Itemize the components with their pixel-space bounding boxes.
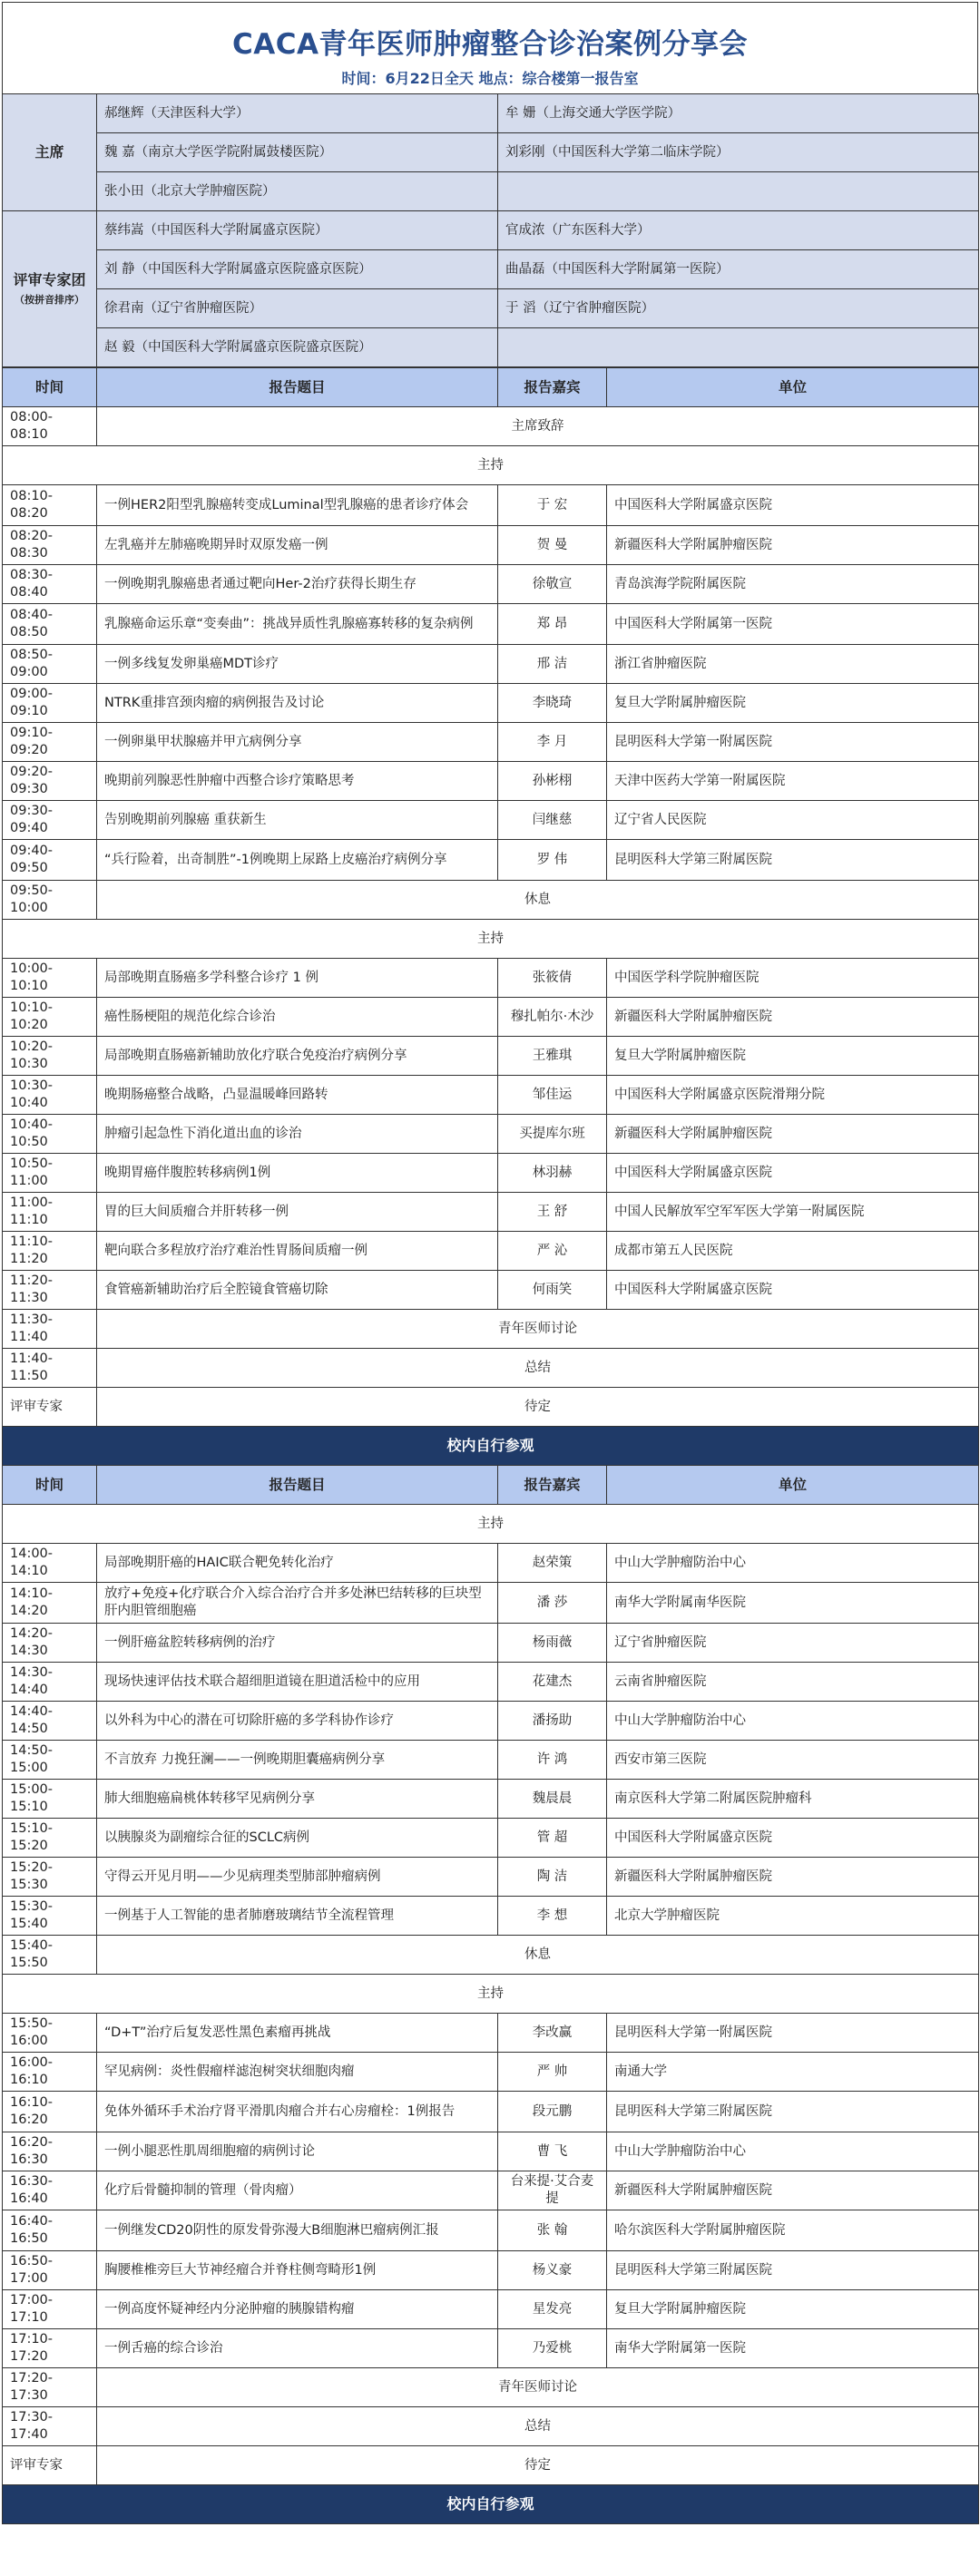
row-time: 10:40-10:50 — [3, 1115, 97, 1154]
header-topic: 报告题目 — [97, 1466, 498, 1505]
row-time: 08:10-08:20 — [3, 485, 97, 526]
expert-member: 于 滔（辽宁省肿瘤医院） — [498, 289, 979, 328]
agenda-document — [2, 2, 978, 2524]
chair-row — [3, 920, 979, 959]
row-unit: 中山大学肿瘤防治中心 — [607, 2132, 979, 2171]
row-note: 总结 — [97, 1349, 979, 1388]
row-speaker: 魏晨晨 — [498, 1780, 607, 1819]
row-speaker: 邹佳运 — [498, 1076, 607, 1115]
row-speaker: 徐敬宣 — [498, 565, 607, 604]
row-time: 17:20-17:30 — [3, 2368, 97, 2407]
row-speaker: 张筱倩 — [498, 959, 607, 998]
row-time: 16:30-16:40 — [3, 2171, 97, 2210]
chair-row — [3, 1505, 979, 1544]
table-row — [3, 1076, 979, 1115]
span-row — [3, 2368, 979, 2407]
table-row — [3, 2290, 979, 2329]
row-speaker: 林羽赫 — [498, 1154, 607, 1193]
row-speaker: 张 翰 — [498, 2210, 607, 2251]
row-time: 15:30-15:40 — [3, 1897, 97, 1936]
table-row — [3, 1663, 979, 1702]
row-topic: NTRK重排宫颈肉瘤的病例报告及讨论 — [97, 684, 498, 723]
row-unit: 昆明医科大学第一附属医院 — [607, 723, 979, 762]
table-row — [3, 801, 979, 840]
visit-band — [3, 1427, 979, 1466]
row-speaker: 赵荣策 — [498, 1544, 607, 1583]
row-topic: 一例小腿恶性肌周细胞瘤的病例讨论 — [97, 2132, 498, 2171]
span-row — [3, 881, 979, 920]
table-row — [3, 1741, 979, 1780]
span-row — [3, 1310, 979, 1349]
row-speaker: 乃爱桃 — [498, 2329, 607, 2368]
row-unit: 复旦大学附属肿瘤医院 — [607, 1037, 979, 1076]
row-speaker: 邢 洁 — [498, 645, 607, 684]
row-note: 主席致辞 — [97, 407, 979, 446]
row-speaker: 何雨笑 — [498, 1271, 607, 1310]
table-row — [3, 1583, 979, 1624]
row-unit: 南通大学 — [607, 2053, 979, 2092]
chair-row — [3, 1975, 979, 2014]
column-header-row — [3, 1466, 979, 1505]
row-topic: 晚期肠癌整合战略，凸显温暖峰回路转 — [97, 1076, 498, 1115]
table-row — [3, 2092, 979, 2132]
row-topic: 晚期前列腺恶性肿瘤中西整合诊疗策略思考 — [97, 762, 498, 801]
row-time: 15:10-15:20 — [3, 1819, 97, 1858]
table-row — [3, 565, 979, 604]
row-time: 09:10-09:20 — [3, 723, 97, 762]
table-row — [3, 2014, 979, 2053]
row-unit: 中国医学科学院肿瘤医院 — [607, 959, 979, 998]
column-header-row — [3, 368, 979, 407]
row-time: 14:50-15:00 — [3, 1741, 97, 1780]
row-unit: 天津中医药大学第一附属医院 — [607, 762, 979, 801]
page-subtitle: 时间：6月22日全天 地点：综合楼第一报告室 — [341, 70, 639, 87]
row-note: 休息 — [97, 881, 979, 920]
row-topic: 一例继发CD20阴性的原发骨弥漫大B细胞淋巴瘤病例汇报 — [97, 2210, 498, 2251]
row-speaker: 杨雨薇 — [498, 1624, 607, 1663]
row-unit: 北京大学肿瘤医院 — [607, 1897, 979, 1936]
chair-member: 刘彩刚（中国医科大学第二临床学院） — [498, 133, 979, 172]
table-row — [3, 684, 979, 723]
header-speaker: 报告嘉宾 — [498, 1466, 607, 1505]
header-topic: 报告题目 — [97, 368, 498, 407]
table-row — [3, 2251, 979, 2290]
header-time: 时间 — [3, 1466, 97, 1505]
row-speaker: 星发亮 — [498, 2290, 607, 2329]
row-speaker: 许 鸿 — [498, 1741, 607, 1780]
table-row — [3, 1780, 979, 1819]
row-topic: 局部晚期直肠癌新辅助放化疗联合免疫治疗病例分享 — [97, 1037, 498, 1076]
table-row — [3, 2053, 979, 2092]
row-time: 08:40-08:50 — [3, 604, 97, 645]
row-unit: 复旦大学附属肿瘤医院 — [607, 2290, 979, 2329]
row-time: 11:20-11:30 — [3, 1271, 97, 1310]
row-speaker: 严 帅 — [498, 2053, 607, 2092]
row-time: 09:40-09:50 — [3, 840, 97, 881]
row-speaker: 李改赢 — [498, 2014, 607, 2053]
row-topic: “兵行险着，出奇制胜”-1例晚期上尿路上皮癌治疗病例分享 — [97, 840, 498, 881]
row-speaker: 曹 飞 — [498, 2132, 607, 2171]
row-speaker: 买提库尔班 — [498, 1115, 607, 1154]
row-speaker: 于 宏 — [498, 485, 607, 526]
row-time: 09:00-09:10 — [3, 684, 97, 723]
table-row — [3, 1897, 979, 1936]
row-unit: 昆明医科大学第三附属医院 — [607, 840, 979, 881]
row-time: 17:30-17:40 — [3, 2407, 97, 2446]
header-speaker: 报告嘉宾 — [498, 368, 607, 407]
row-unit: 中国医科大学附属盛京医院 — [607, 1271, 979, 1310]
row-speaker: 孙彬栩 — [498, 762, 607, 801]
row-time: 14:20-14:30 — [3, 1624, 97, 1663]
visit-band-label: 校内自行参观 — [3, 2485, 979, 2524]
row-time: 17:00-17:10 — [3, 2290, 97, 2329]
row-unit: 浙江省肿瘤医院 — [607, 645, 979, 684]
host-label: 主持 — [3, 920, 979, 959]
row-topic: 一例卵巢甲状腺癌并甲亢病例分享 — [97, 723, 498, 762]
table-row — [3, 1232, 979, 1271]
row-speaker: 闫继慈 — [498, 801, 607, 840]
row-unit: 新疆医科大学附属肿瘤医院 — [607, 526, 979, 565]
table-row — [3, 604, 979, 645]
chair-member: 张小田（北京大学肿瘤医院） — [97, 172, 498, 211]
row-topic: 靶向联合多程放疗治疗难治性胃肠间质瘤一例 — [97, 1232, 498, 1271]
table-row — [3, 1271, 979, 1310]
row-topic: 肿瘤引起急性下消化道出血的诊治 — [97, 1115, 498, 1154]
table-row — [3, 1544, 979, 1583]
span-row — [3, 2407, 979, 2446]
row-time: 10:50-11:00 — [3, 1154, 97, 1193]
table-row — [3, 485, 979, 526]
row-unit: 中山大学肿瘤防治中心 — [607, 1544, 979, 1583]
row-unit: 哈尔滨医科大学附属肿瘤医院 — [607, 2210, 979, 2251]
expert-member: 官成浓（广东医科大学） — [498, 211, 979, 250]
row-speaker: 罗 伟 — [498, 840, 607, 881]
visit-band — [3, 2485, 979, 2524]
row-unit: 昆明医科大学第一附属医院 — [607, 2014, 979, 2053]
row-time: 16:00-16:10 — [3, 2053, 97, 2092]
row-speaker: 台来提·艾合麦提 — [498, 2171, 607, 2210]
row-time: 11:10-11:20 — [3, 1232, 97, 1271]
row-unit: 中国医科大学附属盛京医院 — [607, 1154, 979, 1193]
row-note: 待定 — [97, 1388, 979, 1427]
table-row — [3, 959, 979, 998]
row-time: 10:30-10:40 — [3, 1076, 97, 1115]
table-row — [3, 2171, 979, 2210]
table-row — [3, 998, 979, 1037]
row-time: 15:00-15:10 — [3, 1780, 97, 1819]
row-topic: 放疗+免疫+化疗联合介入综合治疗合并多处淋巴结转移的巨块型肝内胆管细胞癌 — [97, 1583, 498, 1624]
header-time: 时间 — [3, 368, 97, 407]
chairs-label: 主席 — [3, 94, 97, 211]
row-unit: 新疆医科大学附属肿瘤医院 — [607, 1115, 979, 1154]
row-time: 11:30-11:40 — [3, 1310, 97, 1349]
row-time: 11:00-11:10 — [3, 1193, 97, 1232]
row-note: 待定 — [97, 2446, 979, 2485]
header-unit: 单位 — [607, 368, 979, 407]
table-row — [3, 840, 979, 881]
row-note: 休息 — [97, 1936, 979, 1975]
row-time: 09:30-09:40 — [3, 801, 97, 840]
row-time: 15:50-16:00 — [3, 2014, 97, 2053]
row-unit: 南华大学附属第一医院 — [607, 2329, 979, 2368]
row-topic: 癌性肠梗阻的规范化综合诊治 — [97, 998, 498, 1037]
table-row — [3, 723, 979, 762]
row-time: 14:40-14:50 — [3, 1702, 97, 1741]
row-topic: 肺大细胞癌扁桃体转移罕见病例分享 — [97, 1780, 498, 1819]
row-topic: 乳腺癌命运乐章“变奏曲”：挑战异质性乳腺癌寡转移的复杂病例 — [97, 604, 498, 645]
row-speaker: 李 月 — [498, 723, 607, 762]
experts-note: （按拼音排序） — [15, 293, 84, 306]
row-time: 评审专家 — [3, 1388, 97, 1427]
row-topic: 一例舌癌的综合诊治 — [97, 2329, 498, 2368]
row-time: 10:00-10:10 — [3, 959, 97, 998]
row-speaker: 段元鹏 — [498, 2092, 607, 2132]
row-time: 14:30-14:40 — [3, 1663, 97, 1702]
table-row — [3, 645, 979, 684]
chair-row — [3, 446, 979, 485]
row-unit: 复旦大学附属肿瘤医院 — [607, 684, 979, 723]
table-row — [3, 1819, 979, 1858]
row-speaker: 陶 洁 — [498, 1858, 607, 1897]
row-unit: 昆明医科大学第三附属医院 — [607, 2251, 979, 2290]
row-topic: 一例基于人工智能的患者肺磨玻璃结节全流程管理 — [97, 1897, 498, 1936]
table-row — [3, 1115, 979, 1154]
row-topic: 以外科为中心的潜在可切除肝癌的多学科协作诊疗 — [97, 1702, 498, 1741]
committee-table — [2, 93, 979, 367]
row-unit: 辽宁省肿瘤医院 — [607, 1624, 979, 1663]
row-speaker: 潘扬助 — [498, 1702, 607, 1741]
row-unit: 中国医科大学附属盛京医院滑翔分院 — [607, 1076, 979, 1115]
host-label: 主持 — [3, 1505, 979, 1544]
row-speaker: 穆扎帕尔·木沙 — [498, 998, 607, 1037]
chair-member: 郝继辉（天津医科大学） — [97, 94, 498, 133]
page-title: CACA青年医师肿瘤整合诊治案例分享会 — [232, 28, 748, 61]
row-topic: 以胰腺炎为副瘤综合征的SCLC病例 — [97, 1819, 498, 1858]
row-topic: 守得云开见月明——少见病理类型肺部肿瘤病例 — [97, 1858, 498, 1897]
row-time: 08:30-08:40 — [3, 565, 97, 604]
row-speaker: 杨义豪 — [498, 2251, 607, 2290]
row-time: 08:00-08:10 — [3, 407, 97, 446]
row-unit: 青岛滨海学院附属医院 — [607, 565, 979, 604]
row-time: 14:00-14:10 — [3, 1544, 97, 1583]
row-speaker: 郑 昂 — [498, 604, 607, 645]
row-unit: 新疆医科大学附属肿瘤医院 — [607, 2171, 979, 2210]
span-row — [3, 2446, 979, 2485]
row-topic: 一例晚期乳腺癌患者通过靶向Her-2治疗获得长期生存 — [97, 565, 498, 604]
row-time: 15:20-15:30 — [3, 1858, 97, 1897]
table-row — [3, 526, 979, 565]
row-time: 11:40-11:50 — [3, 1349, 97, 1388]
row-topic: 告别晚期前列腺癌 重获新生 — [97, 801, 498, 840]
row-topic: 不言放弃 力挽狂澜——一例晚期胆囊癌病例分享 — [97, 1741, 498, 1780]
row-time: 16:10-16:20 — [3, 2092, 97, 2132]
row-time: 16:20-16:30 — [3, 2132, 97, 2171]
row-topic: 胸腰椎椎旁巨大节神经瘤合并脊柱侧弯畸形1例 — [97, 2251, 498, 2290]
row-topic: “D+T”治疗后复发恶性黑色素瘤再挑战 — [97, 2014, 498, 2053]
row-speaker: 李晓琦 — [498, 684, 607, 723]
row-unit: 中国人民解放军空军军医大学第一附属医院 — [607, 1193, 979, 1232]
row-unit: 西安市第三医院 — [607, 1741, 979, 1780]
expert-member: 曲晶磊（中国医科大学附属第一医院） — [498, 250, 979, 289]
row-unit: 中山大学肿瘤防治中心 — [607, 1702, 979, 1741]
table-row — [3, 1154, 979, 1193]
experts-label: 评审专家团 （按拼音排序） — [3, 211, 97, 367]
span-row — [3, 1388, 979, 1427]
row-unit: 云南省肿瘤医院 — [607, 1663, 979, 1702]
expert-member: 蔡纬嵩（中国医科大学附属盛京医院） — [97, 211, 498, 250]
row-unit: 辽宁省人民医院 — [607, 801, 979, 840]
table-row — [3, 1624, 979, 1663]
row-time: 16:50-17:00 — [3, 2251, 97, 2290]
row-time: 评审专家 — [3, 2446, 97, 2485]
row-time: 10:20-10:30 — [3, 1037, 97, 1076]
table-row — [3, 762, 979, 801]
expert-member — [498, 328, 979, 367]
row-topic: 一例高度怀疑神经内分泌肿瘤的胰腺错构瘤 — [97, 2290, 498, 2329]
row-speaker: 潘 莎 — [498, 1583, 607, 1624]
table-row — [3, 1858, 979, 1897]
expert-member: 徐君南（辽宁省肿瘤医院） — [97, 289, 498, 328]
row-topic: 一例HER2阳型乳腺癌转变成Luminal型乳腺癌的患者诊疗体会 — [97, 485, 498, 526]
visit-band-label: 校内自行参观 — [3, 1427, 979, 1466]
chair-member — [498, 172, 979, 211]
row-topic: 罕见病例：炎性假瘤样滤泡树突状细胞肉瘤 — [97, 2053, 498, 2092]
row-unit: 新疆医科大学附属肿瘤医院 — [607, 1858, 979, 1897]
span-row — [3, 407, 979, 446]
row-unit: 南华大学附属南华医院 — [607, 1583, 979, 1624]
row-unit: 昆明医科大学第三附属医院 — [607, 2092, 979, 2132]
row-unit: 南京医科大学第二附属医院肿瘤科 — [607, 1780, 979, 1819]
title-block — [2, 2, 978, 93]
table-row — [3, 2210, 979, 2251]
table-row — [3, 1702, 979, 1741]
row-topic: 现场快速评估技术联合超细胆道镜在胆道活检中的应用 — [97, 1663, 498, 1702]
row-topic: 局部晚期直肠癌多学科整合诊疗 1 例 — [97, 959, 498, 998]
row-time: 17:10-17:20 — [3, 2329, 97, 2368]
row-time: 15:40-15:50 — [3, 1936, 97, 1975]
table-row — [3, 2329, 979, 2368]
row-note: 青年医师讨论 — [97, 2368, 979, 2407]
row-time: 14:10-14:20 — [3, 1583, 97, 1624]
row-topic: 一例多线复发卵巢癌MDT诊疗 — [97, 645, 498, 684]
span-row — [3, 1936, 979, 1975]
row-note: 青年医师讨论 — [97, 1310, 979, 1349]
row-topic: 局部晚期肝癌的HAIC联合靶免转化治疗 — [97, 1544, 498, 1583]
row-time: 16:40-16:50 — [3, 2210, 97, 2251]
row-topic: 食管癌新辅助治疗后全腔镜食管癌切除 — [97, 1271, 498, 1310]
row-topic: 晚期胃癌伴腹腔转移病例1例 — [97, 1154, 498, 1193]
table-row — [3, 1193, 979, 1232]
host-label: 主持 — [3, 1975, 979, 2014]
row-unit: 中国医科大学附属第一医院 — [607, 604, 979, 645]
row-topic: 免体外循环手术治疗肾平滑肌肉瘤合并右心房瘤栓：1例报告 — [97, 2092, 498, 2132]
table-row — [3, 2132, 979, 2171]
row-speaker: 严 沁 — [498, 1232, 607, 1271]
expert-member: 赵 毅（中国医科大学附属盛京医院盛京医院） — [97, 328, 498, 367]
row-speaker: 王雅琪 — [498, 1037, 607, 1076]
table-row — [3, 1037, 979, 1076]
row-speaker: 李 想 — [498, 1897, 607, 1936]
row-note: 总结 — [97, 2407, 979, 2446]
row-unit: 中国医科大学附属盛京医院 — [607, 485, 979, 526]
row-topic: 胃的巨大间质瘤合并肝转移一例 — [97, 1193, 498, 1232]
row-speaker: 管 超 — [498, 1819, 607, 1858]
row-topic: 左乳癌并左肺癌晚期异时双原发癌一例 — [97, 526, 498, 565]
span-row — [3, 1349, 979, 1388]
row-time: 09:50-10:00 — [3, 881, 97, 920]
row-unit: 新疆医科大学附属肿瘤医院 — [607, 998, 979, 1037]
row-topic: 一例肝癌盆腔转移病例的治疗 — [97, 1624, 498, 1663]
chair-member: 牟 姗（上海交通大学医学院） — [498, 94, 979, 133]
expert-member: 刘 静（中国医科大学附属盛京医院盛京医院） — [97, 250, 498, 289]
chair-member: 魏 嘉（南京大学医学院附属鼓楼医院） — [97, 133, 498, 172]
row-time: 10:10-10:20 — [3, 998, 97, 1037]
row-time: 09:20-09:30 — [3, 762, 97, 801]
schedule-table — [2, 367, 979, 2524]
row-time: 08:50-09:00 — [3, 645, 97, 684]
host-label: 主持 — [3, 446, 979, 485]
row-speaker: 王 舒 — [498, 1193, 607, 1232]
row-topic: 化疗后骨髓抑制的管理（骨肉瘤） — [97, 2171, 498, 2210]
row-speaker: 贺 曼 — [498, 526, 607, 565]
row-unit: 中国医科大学附属盛京医院 — [607, 1819, 979, 1858]
row-time: 08:20-08:30 — [3, 526, 97, 565]
row-unit: 成都市第五人民医院 — [607, 1232, 979, 1271]
row-speaker: 花建杰 — [498, 1663, 607, 1702]
header-unit: 单位 — [607, 1466, 979, 1505]
